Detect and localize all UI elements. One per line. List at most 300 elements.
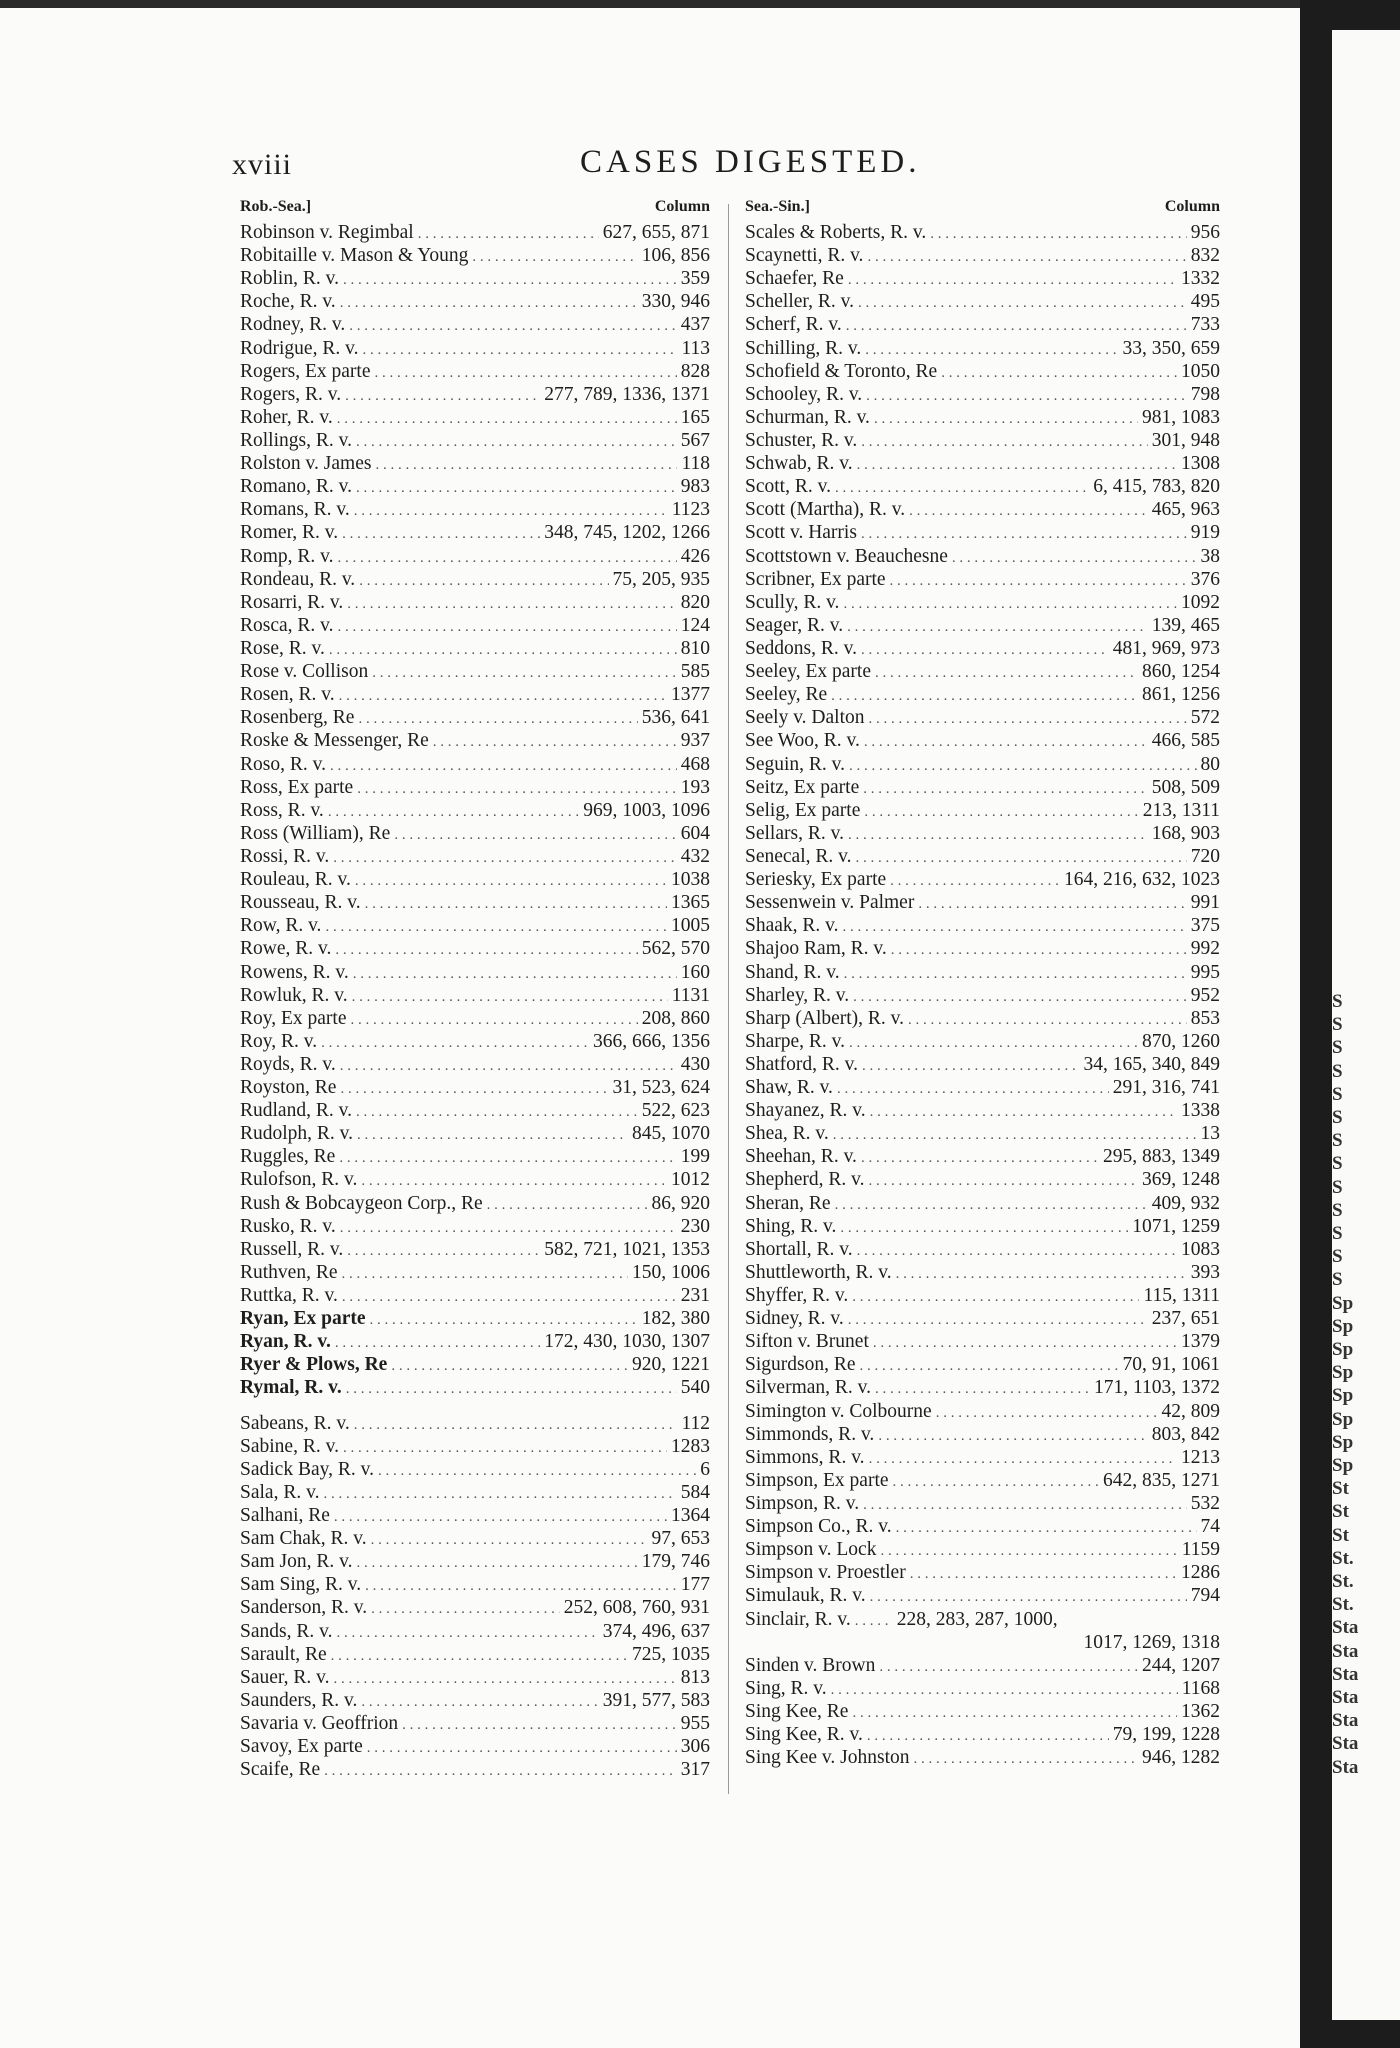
case-name: Ruggles, Re	[240, 1146, 336, 1168]
column-refs: 164, 216, 632, 1023	[1064, 869, 1220, 891]
column-refs: 31, 523, 624	[612, 1077, 710, 1099]
index-entry	[745, 684, 1220, 707]
column-refs: 1123	[671, 499, 710, 521]
facing-page-fragment: Sta	[1332, 1710, 1359, 1732]
case-name: Robitaille v. Mason & Young	[240, 245, 469, 267]
column-refs: 1379	[1181, 1331, 1220, 1353]
case-name: Shyffer, R. v.	[745, 1285, 849, 1307]
facing-page-fragment: St.	[1332, 1594, 1354, 1616]
case-name: Rossi, R. v.	[240, 845, 330, 867]
index-entry	[240, 1054, 710, 1077]
index-entry	[745, 1424, 1220, 1447]
case-name: Shaw, R. v.	[745, 1077, 833, 1099]
index-entry	[745, 1724, 1220, 1747]
dot-leader	[952, 550, 1197, 567]
case-name: Seitz, Ex parte	[745, 776, 860, 798]
dot-leader	[330, 758, 677, 775]
dot-leader	[890, 873, 1060, 890]
dot-leader	[338, 550, 677, 567]
column-refs: 1038	[671, 869, 710, 891]
case-name: Simpson Co., R. v.	[745, 1516, 892, 1538]
column-refs: 165	[680, 406, 710, 428]
dot-leader	[831, 688, 1138, 705]
column-refs: 1050	[1181, 360, 1220, 382]
case-name: Sanderson, R. v.	[240, 1597, 368, 1619]
index-entry	[745, 1470, 1220, 1493]
index-entry	[240, 1285, 710, 1308]
case-name: Romans, R. v.	[240, 499, 350, 521]
dot-leader	[361, 1694, 598, 1711]
case-name: Sifton v. Brunet	[745, 1331, 869, 1353]
dot-leader	[848, 827, 1148, 844]
dot-leader	[340, 1058, 677, 1075]
facing-page-fragment: Sp	[1332, 1339, 1354, 1360]
index-entry	[240, 430, 710, 453]
dot-leader	[843, 919, 1187, 936]
dot-leader	[361, 1173, 667, 1190]
dot-leader	[890, 573, 1187, 590]
case-name: Shuttleworth, R. v.	[745, 1261, 892, 1283]
column-refs: 199	[680, 1146, 710, 1168]
index-entry	[745, 569, 1220, 592]
case-name: Romp, R. v.	[240, 545, 334, 567]
facing-page-edge	[1332, 30, 1400, 2020]
column-refs: 832	[1190, 245, 1220, 267]
column-refs: 1092	[1181, 591, 1220, 613]
index-entry	[240, 546, 710, 569]
index-entry	[240, 1759, 710, 1782]
index-entry	[745, 222, 1220, 245]
index-entry	[745, 499, 1220, 522]
column-refs: 177	[680, 1574, 710, 1596]
case-name: Shaak, R. v.	[745, 915, 839, 937]
case-name: Sinden v. Brown	[745, 1654, 876, 1676]
facing-page-fragment: S	[1332, 1246, 1343, 1268]
index-entry	[240, 1690, 710, 1713]
facing-page-fragment: St.	[1332, 1547, 1354, 1569]
dot-leader	[352, 989, 668, 1006]
dot-leader	[339, 688, 667, 705]
index-entry	[240, 962, 710, 985]
column-refs: 810	[680, 637, 710, 659]
case-name: Scheller, R. v.	[745, 291, 854, 313]
case-name: Schuster, R. v.	[745, 429, 858, 451]
index-entry	[240, 938, 710, 961]
case-name: Scully, R. v.	[745, 591, 840, 613]
index-entry	[240, 800, 710, 823]
dot-leader	[338, 619, 677, 636]
dot-leader	[340, 1081, 608, 1098]
dot-leader	[918, 896, 1186, 913]
column-refs: 171, 1103, 1372	[1093, 1377, 1220, 1399]
case-name: Scott v. Harris	[745, 522, 857, 544]
column-refs: 969, 1003, 1096	[583, 799, 710, 821]
column-refs: 861, 1256	[1142, 684, 1220, 706]
column-refs: 106, 856	[641, 245, 710, 267]
column-refs: 992	[1190, 938, 1220, 960]
case-name: Schaefer, Re	[745, 268, 844, 290]
column-refs: 376	[1190, 568, 1220, 590]
dot-leader	[342, 1289, 677, 1306]
index-entry	[240, 915, 710, 938]
column-refs: 466, 585	[1151, 730, 1220, 752]
column-refs: 468	[680, 753, 710, 775]
facing-page-fragment: St.	[1332, 1571, 1354, 1592]
index-entry	[745, 1054, 1220, 1077]
index-entry	[745, 1655, 1220, 1678]
column-refs: 374, 496, 637	[602, 1620, 710, 1642]
index-entry	[240, 1644, 710, 1667]
index-entry	[745, 1516, 1220, 1539]
dot-leader	[860, 1358, 1119, 1375]
index-entry	[240, 985, 710, 1008]
index-entry	[745, 384, 1220, 407]
column-refs: 317	[680, 1759, 710, 1781]
index-entry	[240, 1008, 710, 1031]
column-refs: 277, 789, 1336, 1371	[544, 383, 710, 405]
column-refs: 937	[680, 730, 710, 752]
column-refs: 828	[680, 360, 710, 382]
left-column-header	[240, 198, 710, 222]
column-refs: 919	[1190, 522, 1220, 544]
index-entry	[240, 1354, 710, 1377]
facing-page-fragment: Sp	[1332, 1315, 1354, 1337]
column-refs: 33, 350, 659	[1122, 337, 1220, 359]
dot-leader	[358, 711, 637, 728]
dot-leader	[855, 1613, 893, 1630]
case-name: Roske & Messenger, Re	[240, 730, 429, 752]
column-refs: 42, 809	[1161, 1400, 1220, 1422]
column-refs: 813	[680, 1666, 710, 1688]
index-entry	[745, 1585, 1220, 1608]
index-entry	[745, 661, 1220, 684]
column-refs: 955	[680, 1713, 710, 1734]
case-name: Silverman, R. v.	[745, 1377, 872, 1399]
column-refs: 567	[680, 429, 710, 451]
column-refs: 330, 946	[641, 291, 710, 313]
case-name: Robinson v. Regimbal	[240, 222, 414, 243]
facing-page-fragment: Sta	[1332, 1640, 1359, 1662]
index-entry	[745, 638, 1220, 661]
column-refs: 393	[1190, 1261, 1220, 1283]
case-name: Sing, R. v.	[745, 1677, 827, 1699]
index-entry	[240, 569, 710, 592]
index-entry	[240, 1331, 710, 1354]
index-entry	[240, 222, 710, 245]
facing-page-fragment: Sta	[1332, 1733, 1359, 1755]
case-name: Romano, R. v.	[240, 476, 352, 498]
case-name: Rowluk, R. v.	[240, 984, 348, 1006]
column-refs: 6, 415, 783, 820	[1093, 476, 1220, 498]
case-name: Scaife, Re	[240, 1759, 321, 1781]
case-name: Sheehan, R. v.	[745, 1146, 857, 1168]
dot-leader	[891, 942, 1187, 959]
facing-page-fragment: S	[1332, 1037, 1343, 1059]
case-name: Simpson v. Lock	[745, 1539, 877, 1561]
case-name: Simmons, R. v.	[745, 1446, 865, 1468]
facing-page-fragment: S	[1332, 1176, 1343, 1198]
case-name: Roy, R. v.	[240, 1030, 318, 1052]
case-name: Rosarri, R. v.	[240, 591, 344, 613]
index-entry	[745, 1308, 1220, 1331]
index-entry	[745, 869, 1220, 892]
column-refs: 1159	[1181, 1539, 1220, 1561]
case-name: Rogers, Ex parte	[240, 360, 371, 382]
case-name: Rousseau, R. v.	[240, 892, 361, 914]
case-name: Sing Kee v. Johnston	[745, 1747, 910, 1769]
column-refs: 508, 509	[1151, 776, 1220, 798]
dot-leader	[858, 295, 1187, 312]
dot-leader	[936, 1405, 1158, 1422]
case-name: Ruthven, Re	[240, 1261, 338, 1283]
dot-leader	[340, 1220, 677, 1237]
case-name: Rosca, R. v.	[240, 614, 334, 636]
dot-leader	[356, 1104, 638, 1121]
case-name: Savoy, Ex parte	[240, 1736, 363, 1758]
column-refs: 112	[681, 1412, 710, 1434]
case-name: See Woo, R. v.	[745, 730, 860, 752]
column-refs: 230	[680, 1215, 710, 1237]
index-entry	[240, 1193, 710, 1216]
index-entry	[745, 777, 1220, 800]
case-name: Simpson v. Proestler	[745, 1562, 906, 1584]
case-name: Ryan, Ex parte	[240, 1308, 366, 1330]
dot-leader	[418, 226, 599, 243]
case-name: Sellars, R. v.	[745, 822, 844, 844]
case-name: Romer, R. v.	[240, 522, 339, 544]
case-name: Schofield & Toronto, Re	[745, 360, 938, 382]
dot-leader	[874, 411, 1138, 428]
column-refs: 193	[680, 776, 710, 798]
column-refs: 562, 570	[641, 938, 710, 960]
case-name: Roy, Ex parte	[240, 1007, 347, 1029]
column-refs: 532	[1190, 1493, 1220, 1515]
dot-leader	[852, 1705, 1177, 1722]
facing-page-fragment: S	[1332, 1199, 1343, 1221]
column-refs: 139, 465	[1151, 614, 1220, 636]
index-entry	[240, 1377, 710, 1400]
dot-leader	[375, 365, 677, 382]
right-range-label: Sea.-Sin.]	[745, 198, 810, 215]
column-refs: 168, 903	[1151, 822, 1220, 844]
column-refs: 956	[1190, 222, 1220, 243]
dot-leader	[910, 1566, 1177, 1583]
case-name: Ryer & Plows, Re	[240, 1354, 388, 1376]
index-entry	[745, 985, 1220, 1008]
case-name: Scherf, R. v.	[745, 314, 842, 336]
column-refs: 1286	[1181, 1562, 1220, 1584]
column-refs: 74	[1200, 1516, 1220, 1538]
column-refs: 179, 746	[641, 1551, 710, 1573]
facing-page-fragment: Sp	[1332, 1362, 1354, 1384]
dot-leader	[844, 966, 1187, 983]
case-name: Schooley, R. v.	[745, 383, 863, 405]
column-refs: 113	[681, 337, 710, 359]
dot-leader	[863, 781, 1148, 798]
dot-leader	[372, 665, 677, 682]
left-range-label: Rob.-Sea.]	[240, 198, 312, 215]
column-refs: 1083	[1181, 1238, 1220, 1260]
column-refs: 172, 430, 1030, 1307	[544, 1331, 710, 1353]
case-name: Scales & Roberts, R. v.	[745, 222, 927, 243]
facing-page-fragment: S	[1332, 1083, 1343, 1105]
case-name: Roher, R. v.	[240, 406, 333, 428]
index-entry	[240, 1574, 710, 1597]
column-refs: 97, 653	[651, 1528, 710, 1550]
index-entry	[240, 1308, 710, 1331]
case-name: Seely v. Dalton	[745, 707, 865, 729]
case-name: Sing Kee, Re	[745, 1701, 849, 1722]
column-refs: 845, 1070	[632, 1123, 710, 1145]
case-name: Rouleau, R. v.	[240, 869, 351, 891]
case-name: Ross, Ex parte	[240, 776, 354, 798]
column-refs: 1364	[671, 1505, 710, 1527]
dot-leader	[852, 1289, 1139, 1306]
column-refs: 231	[680, 1285, 710, 1307]
dot-leader	[394, 827, 676, 844]
case-name: Sigurdson, Re	[745, 1354, 856, 1376]
facing-page-fragment: St	[1332, 1501, 1349, 1523]
dot-leader	[340, 295, 638, 312]
case-name: Shayanez, R. v.	[745, 1100, 866, 1122]
case-name: Scaynetti, R. v.	[745, 245, 864, 267]
dot-leader	[864, 804, 1138, 821]
case-name: Sarault, Re	[240, 1643, 327, 1665]
column-refs: 820	[680, 591, 710, 613]
column-refs: 584	[680, 1481, 710, 1503]
index-entry	[240, 684, 710, 707]
index-entry	[240, 777, 710, 800]
case-name: Rulofson, R. v.	[240, 1169, 358, 1191]
page-folio: xviii	[232, 148, 293, 181]
index-entry	[240, 638, 710, 661]
case-name: Row, R. v.	[240, 915, 322, 937]
column-refs: 733	[1190, 314, 1220, 336]
column-refs: 430	[680, 1053, 710, 1075]
dot-leader	[433, 734, 677, 751]
index-entry	[240, 361, 710, 384]
column-refs: 1308	[1181, 453, 1220, 475]
column-refs: 182, 380	[641, 1308, 710, 1330]
column-refs: 1012	[671, 1169, 710, 1191]
index-entry	[745, 268, 1220, 291]
case-name: Schurman, R. v.	[745, 406, 870, 428]
index-entry	[240, 592, 710, 615]
column-refs: 348, 745, 1202, 1266	[544, 522, 710, 544]
dot-leader	[347, 1243, 540, 1260]
column-refs: 853	[1190, 1007, 1220, 1029]
index-entry	[240, 1736, 710, 1759]
column-refs: 627, 655, 871	[602, 222, 710, 243]
index-entry	[240, 1667, 710, 1690]
column-refs: 34, 165, 340, 849	[1083, 1053, 1220, 1075]
facing-page-fragment: Sp	[1332, 1455, 1354, 1476]
dot-leader	[328, 804, 579, 821]
dot-leader	[336, 1625, 598, 1642]
case-name: Seguin, R. v.	[745, 753, 846, 775]
column-refs: 1131	[671, 984, 710, 1006]
index-entry	[240, 453, 710, 476]
dot-leader	[930, 226, 1186, 243]
column-refs: 291, 316, 741	[1112, 1077, 1220, 1099]
column-refs: 870, 1260	[1142, 1030, 1220, 1052]
index-entry	[745, 522, 1220, 545]
page-title: CASES DIGESTED.	[580, 144, 921, 180]
index-entry	[745, 245, 1220, 268]
column-refs: 642, 835, 1271	[1103, 1469, 1220, 1491]
case-name: Rosenberg, Re	[240, 707, 355, 729]
dot-leader	[848, 1312, 1148, 1329]
index-entry	[745, 962, 1220, 985]
index-entry	[240, 1216, 710, 1239]
column-refs: 366, 666, 1356	[593, 1030, 710, 1052]
index-entry	[745, 1493, 1220, 1516]
index-entry	[240, 892, 710, 915]
case-name: Shepherd, R. v.	[745, 1169, 865, 1191]
index-entry	[745, 1169, 1220, 1192]
column-refs: 306	[680, 1736, 710, 1758]
index-entry	[240, 1077, 710, 1100]
column-refs: 295, 883, 1349	[1103, 1146, 1220, 1168]
index-entry	[240, 245, 710, 268]
facing-page-fragment: Sp	[1332, 1385, 1354, 1407]
column-refs: 79, 199, 1228	[1112, 1724, 1220, 1746]
facing-page-fragment: Sta	[1332, 1756, 1359, 1778]
case-name: Shajoo Ram, R. v.	[745, 938, 887, 960]
case-name: Rose v. Collison	[240, 661, 369, 683]
case-name: Schwab, R. v.	[745, 453, 853, 475]
dot-leader	[371, 1532, 648, 1549]
column-refs: 481, 969, 973	[1112, 637, 1220, 659]
column-refs: 465, 963	[1151, 499, 1220, 521]
case-name: Sam Chak, R. v.	[240, 1528, 367, 1550]
case-name: Sam Jon, R. v.	[240, 1551, 353, 1573]
case-name: Savaria v. Geoffrion	[240, 1713, 399, 1734]
dot-leader	[846, 318, 1187, 335]
facing-page-fragment: S	[1332, 1107, 1343, 1128]
facing-page-fragment: Sta	[1332, 1687, 1359, 1708]
index-entry	[240, 730, 710, 753]
index-entry	[745, 1239, 1220, 1262]
dot-leader	[321, 1035, 589, 1052]
column-refs: 920, 1221	[632, 1354, 710, 1376]
dot-leader	[365, 1578, 677, 1595]
case-name: Sharp (Albert), R. v.	[745, 1007, 905, 1029]
column-refs: 1362	[1181, 1701, 1220, 1722]
column-refs: 70, 91, 1061	[1122, 1354, 1220, 1376]
column-refs: 1365	[671, 892, 710, 914]
column-refs: 244, 1207	[1142, 1654, 1220, 1676]
index-entry	[240, 268, 710, 291]
column-refs: 160	[680, 961, 710, 983]
index-entry	[240, 846, 710, 869]
column-refs: 80	[1200, 753, 1220, 775]
index-entry	[745, 1262, 1220, 1285]
dot-leader	[354, 1417, 678, 1434]
index-entry	[745, 823, 1220, 846]
case-name: Sam Sing, R. v.	[240, 1574, 362, 1596]
right-column-label: Column	[1164, 198, 1220, 215]
dot-leader	[835, 1197, 1148, 1214]
facing-page-fragment: S	[1332, 991, 1343, 1012]
case-name: Rodrigue, R. v.	[240, 337, 359, 359]
dot-leader	[896, 1266, 1187, 1283]
case-name: Rudolph, R. v.	[240, 1123, 354, 1145]
column-refs: 1168	[1181, 1677, 1220, 1699]
dot-leader	[375, 457, 677, 474]
index-entry	[240, 1482, 710, 1505]
column-refs: 860, 1254	[1142, 661, 1220, 683]
